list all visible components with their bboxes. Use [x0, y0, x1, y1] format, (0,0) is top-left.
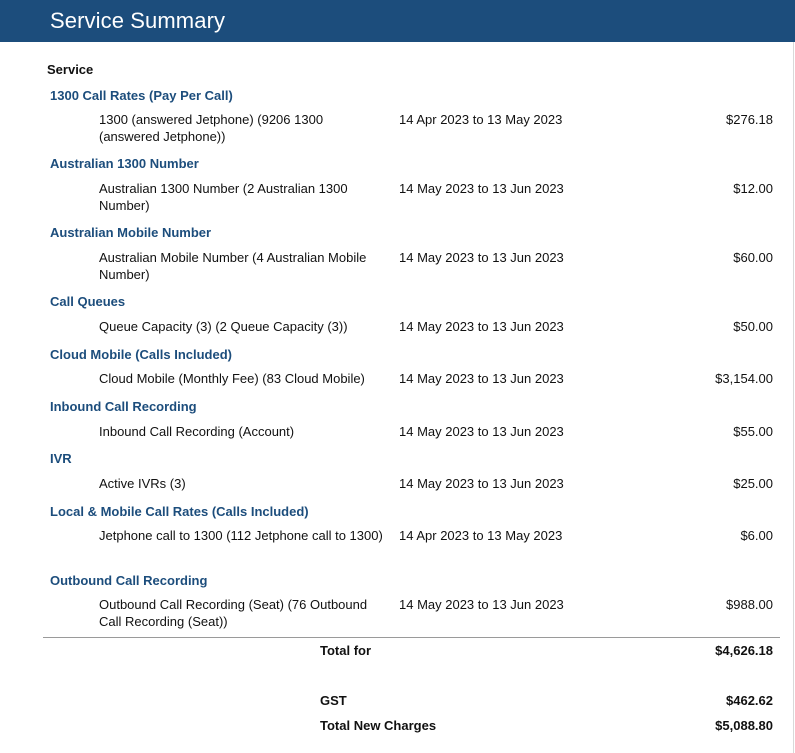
line-item-period: 14 Apr 2023 to 13 May 2023 — [399, 112, 563, 127]
line-item-description: Inbound Call Recording (Account) — [99, 424, 295, 439]
category-heading: Cloud Mobile (Calls Included) — [50, 347, 232, 362]
service-column-header: Service — [47, 62, 94, 77]
line-item-description: Cloud Mobile (Monthly Fee) (83 Cloud Mobile) — [99, 371, 365, 386]
line-item-period: 14 Apr 2023 to 13 May 2023 — [399, 528, 563, 543]
header-bar — [0, 0, 795, 42]
right-border — [793, 42, 794, 753]
category-heading: Australian 1300 Number — [50, 156, 199, 171]
line-item-period: 14 May 2023 to 13 Jun 2023 — [399, 371, 564, 386]
line-item-description: Australian 1300 Number (2 Australian 1300 Number) — [99, 181, 348, 213]
category-heading: 1300 Call Rates (Pay Per Call) — [50, 88, 233, 103]
line-item-period: 14 May 2023 to 13 Jun 2023 — [399, 250, 564, 265]
category-heading: IVR — [50, 451, 72, 466]
line-item-description: Outbound Call Recording (Seat) (76 Outbound Call Recording (Seat)) — [99, 597, 368, 629]
line-item-period: 14 May 2023 to 13 Jun 2023 — [399, 424, 564, 439]
line-item-description: Queue Capacity (3) (2 Queue Capacity (3)) — [99, 319, 348, 334]
total-for-value: $4,626.18 — [715, 643, 773, 658]
totals-divider — [43, 637, 780, 638]
line-item-amount: $55.00 — [733, 424, 773, 439]
line-item-description: Active IVRs (3) — [99, 476, 186, 491]
line-item-amount: $12.00 — [733, 181, 773, 196]
line-item-amount: $3,154.00 — [715, 371, 773, 386]
line-item-description: 1300 (answered Jetphone) (9206 1300 (answered Jetphone)) — [99, 112, 324, 144]
line-item-amount: $6.00 — [740, 528, 773, 543]
category-heading: Call Queues — [50, 294, 126, 309]
line-item-amount: $276.18 — [726, 112, 773, 127]
total-new-charges-label: Total New Charges — [320, 718, 437, 733]
line-item-description: Australian Mobile Number (4 Australian Mobile Number) — [99, 250, 367, 282]
category-heading: Outbound Call Recording — [50, 573, 208, 588]
line-item-period: 14 May 2023 to 13 Jun 2023 — [399, 181, 564, 196]
category-heading: Local & Mobile Call Rates (Calls Included) — [50, 504, 309, 519]
line-item-description: Jetphone call to 1300 (112 Jetphone call to 1300) — [99, 528, 383, 543]
gst-label: GST — [320, 693, 347, 708]
category-heading: Inbound Call Recording — [50, 399, 197, 414]
line-item-period: 14 May 2023 to 13 Jun 2023 — [399, 597, 564, 612]
line-item-period: 14 May 2023 to 13 Jun 2023 — [399, 476, 564, 491]
line-item-amount: $50.00 — [733, 319, 773, 334]
page-title: Service Summary — [50, 8, 226, 33]
line-item-period: 14 May 2023 to 13 Jun 2023 — [399, 319, 564, 334]
line-item-amount: $988.00 — [726, 597, 773, 612]
total-new-charges-value: $5,088.80 — [715, 718, 773, 733]
gst-value: $462.62 — [726, 693, 773, 708]
category-heading: Australian Mobile Number — [50, 225, 212, 240]
total-for-label: Total for — [320, 643, 372, 658]
line-item-amount: $60.00 — [733, 250, 773, 265]
line-item-amount: $25.00 — [733, 476, 773, 491]
